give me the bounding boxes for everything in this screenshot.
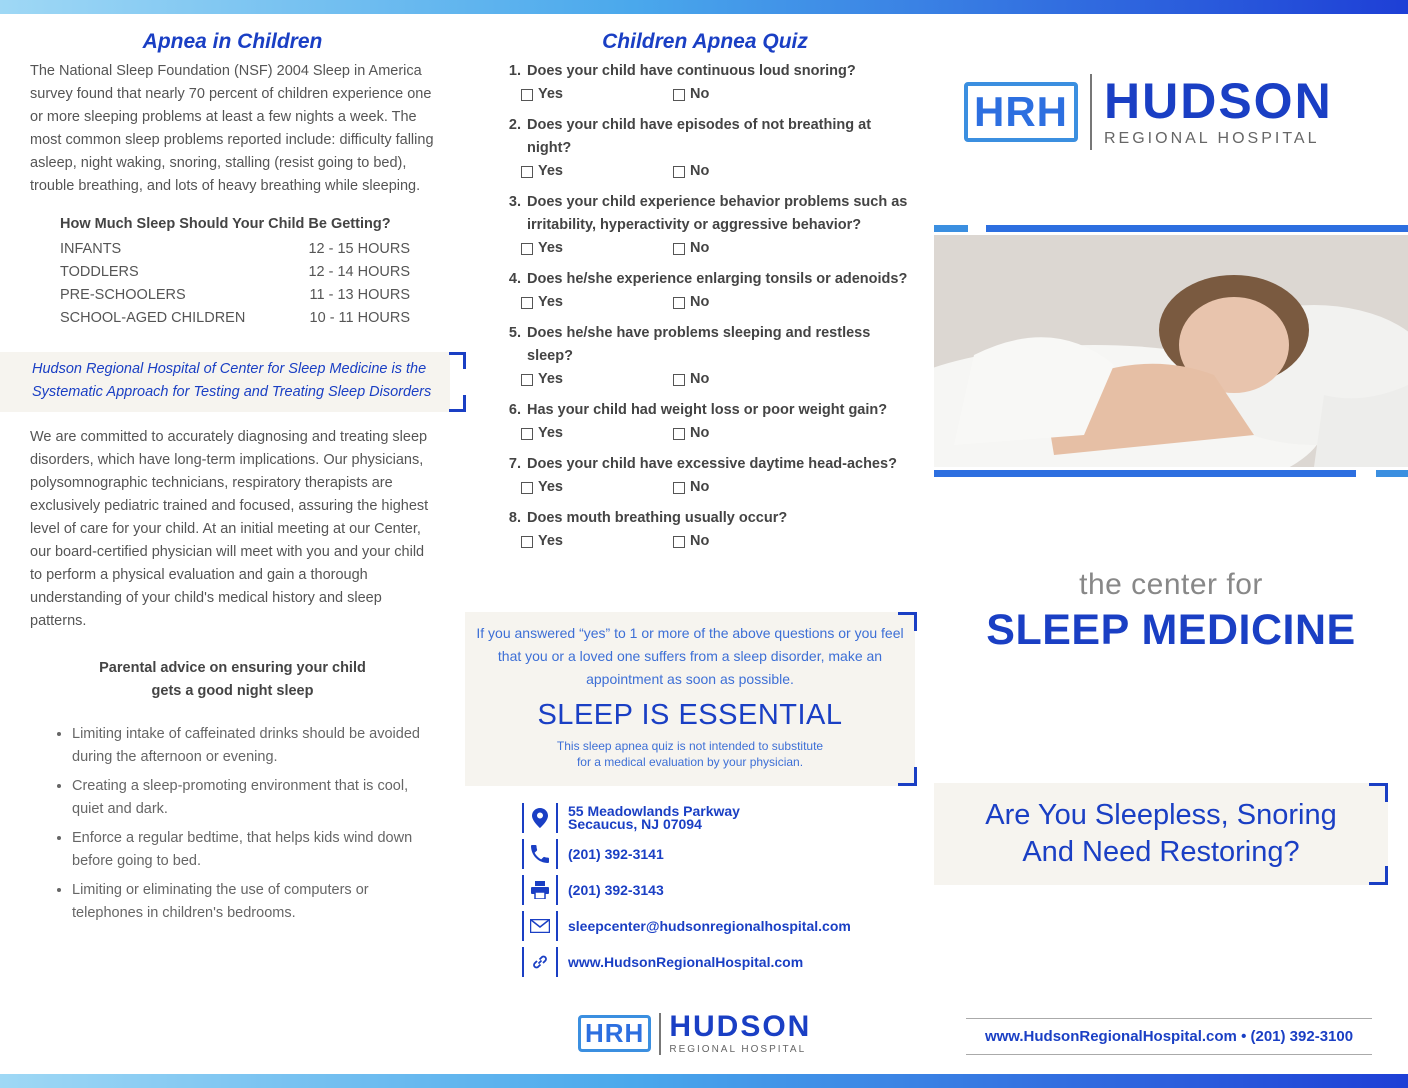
- bottom-gradient-bar: [0, 1074, 1408, 1088]
- age-group: TODDLERS: [60, 264, 139, 280]
- quiz-title: Children Apnea Quiz: [602, 30, 808, 53]
- question-label: Does your child experience behavior problems such as irritability, hyperactivity or aggressive behavior?: [527, 194, 908, 233]
- question-number: 4.: [508, 271, 521, 287]
- slogan-text: [934, 783, 1388, 871]
- yes-label: Yes: [538, 425, 563, 441]
- apnea-column: [30, 30, 435, 931]
- question-label: Does mouth breathing usually occur?: [527, 510, 788, 526]
- hours: 10 - 11 HOURS: [309, 310, 410, 326]
- quiz-list: [495, 60, 915, 553]
- sleep-essential-panel: [465, 612, 915, 786]
- website-row: [522, 944, 922, 980]
- question-label: Does he/she have problems sleeping and restless sleep?: [527, 325, 871, 364]
- yes-label: Yes: [538, 240, 563, 256]
- answer-options: [495, 368, 915, 391]
- question-text: [495, 507, 915, 530]
- essential-note: [465, 738, 915, 770]
- essential-question: If you answered “yes” to 1 or more of the above questions or you feel that you or a loved one suffers from a sleep disorder, make an appointment as soon as possible.: [476, 625, 904, 687]
- advice-list: [30, 723, 435, 925]
- essential-title: SLEEP IS ESSENTIAL: [537, 699, 843, 731]
- accent-bar: [1376, 470, 1408, 477]
- no-label: No: [690, 86, 710, 102]
- age-group: INFANTS: [60, 241, 122, 257]
- yes-label: Yes: [538, 479, 563, 495]
- yes-label: Yes: [538, 163, 563, 179]
- address-line: Secaucus, NJ 07094: [568, 816, 702, 832]
- question-text: [495, 268, 915, 291]
- email-link[interactable]: sleepcenter@hudsonregionalhospital.com: [568, 917, 851, 934]
- checkbox[interactable]: [521, 374, 533, 386]
- answer-options: [495, 237, 915, 260]
- fax-number: (201) 392-3143: [568, 881, 664, 898]
- no-option[interactable]: [673, 237, 825, 260]
- accent-bar: [986, 225, 1408, 232]
- no-label: No: [690, 479, 710, 495]
- sleep-medicine-title: SLEEP MEDICINE: [986, 606, 1356, 654]
- sleep-row: [60, 307, 410, 330]
- checkbox[interactable]: [521, 89, 533, 101]
- checkbox[interactable]: [673, 536, 685, 548]
- apnea-intro: The National Sleep Foundation (NSF) 2004 Sleep in America survey found that nearly 70 percent of children experience one or more sleeping problems at least a few nights a week. The most common sleep problems reported include: difficulty falling asleep, night waking, snoring, stalling (resist going to bed), trouble breathing, and lots of heavy breathing while sleeping.: [30, 63, 434, 194]
- no-label: No: [690, 425, 710, 441]
- logo-text: [669, 1012, 811, 1055]
- list-item: • Limiting intake of caffeinated drinks should be avoided during the afternoon or evening.: [72, 723, 435, 769]
- logo-divider: [1090, 74, 1092, 150]
- sleep-row: [60, 238, 410, 261]
- location-pin-icon: [522, 803, 558, 833]
- no-option[interactable]: [673, 422, 825, 445]
- center-for-text: the center for: [1079, 568, 1263, 601]
- checkbox[interactable]: [521, 428, 533, 440]
- checkbox[interactable]: [673, 482, 685, 494]
- contact-list: [522, 800, 922, 980]
- answer-options: [495, 83, 915, 106]
- cover-photo-frame: [934, 225, 1408, 477]
- question-number: 7.: [508, 456, 521, 472]
- question-number: 5.: [508, 325, 521, 341]
- list-item: • Limiting or eliminating the use of computers or telephones in children's bedrooms.: [72, 879, 435, 925]
- no-option[interactable]: [673, 476, 825, 499]
- question-label: Does your child have continuous loud snoring?: [527, 63, 856, 79]
- question-text: [495, 322, 915, 368]
- question-label: Does he/she experience enlarging tonsils or adenoids?: [527, 271, 908, 287]
- answer-options: [495, 476, 915, 499]
- hrh-mark: HRH: [964, 82, 1078, 142]
- logo-subtitle: REGIONAL HOSPITAL: [669, 1044, 807, 1055]
- yes-option[interactable]: [521, 83, 673, 106]
- address-row: [522, 800, 922, 836]
- no-label: No: [690, 163, 710, 179]
- yes-option[interactable]: [521, 291, 673, 314]
- question-label: Has your child had weight loss or poor weight gain?: [527, 402, 888, 418]
- sleep-row: [60, 261, 410, 284]
- yes-option[interactable]: [521, 422, 673, 445]
- checkbox[interactable]: [673, 374, 685, 386]
- question-text: [495, 114, 915, 160]
- footer-divider: [966, 1018, 1372, 1019]
- essential-note-line: for a medical evaluation by your physician.: [576, 755, 804, 769]
- question-number: 3.: [508, 194, 521, 210]
- advice-title-line: gets a good night sleep: [151, 683, 314, 699]
- fax-row: [522, 872, 922, 908]
- no-option[interactable]: [673, 83, 825, 106]
- yes-label: Yes: [538, 371, 563, 387]
- quiz-question: [495, 268, 915, 314]
- quiz-question: [495, 399, 915, 445]
- checkbox[interactable]: [673, 166, 685, 178]
- logo-name: HUDSON: [1104, 73, 1333, 129]
- age-group: PRE-SCHOOLERS: [60, 287, 186, 303]
- question-text: [495, 60, 915, 83]
- question-label: Does your child have episodes of not breathing at night?: [527, 117, 872, 156]
- quiz-column: [495, 30, 915, 561]
- checkbox[interactable]: [521, 243, 533, 255]
- hours: 11 - 13 HOURS: [309, 287, 410, 303]
- printer-icon: [522, 875, 558, 905]
- yes-label: Yes: [538, 533, 563, 549]
- callout-text: Hudson Regional Hospital of Center for Sleep Medicine is the Systematic Approach for Testing and Treating Sleep Disorders: [32, 361, 432, 400]
- no-label: No: [690, 371, 710, 387]
- sleep-hours-table: [60, 238, 410, 330]
- no-option[interactable]: [673, 291, 825, 314]
- advice-title: [30, 657, 435, 703]
- top-gradient-bar: [0, 0, 1408, 14]
- phone-row: [522, 836, 922, 872]
- logo-divider: [659, 1013, 661, 1055]
- quiz-question: [495, 507, 915, 553]
- age-group: SCHOOL-AGED CHILDREN: [60, 310, 246, 326]
- quiz-question: [495, 191, 915, 260]
- yes-option[interactable]: [521, 476, 673, 499]
- answer-options: [495, 160, 915, 183]
- yes-option[interactable]: [521, 368, 673, 391]
- question-number: 2.: [508, 117, 521, 133]
- no-label: No: [690, 294, 710, 310]
- checkbox[interactable]: [521, 297, 533, 309]
- question-label: Does your child have excessive daytime head-aches?: [527, 456, 897, 472]
- checkbox[interactable]: [521, 536, 533, 548]
- yes-option[interactable]: [521, 530, 673, 553]
- checkbox[interactable]: [673, 297, 685, 309]
- slogan-panel: [934, 783, 1388, 885]
- phone-number[interactable]: (201) 392-3141: [568, 845, 664, 862]
- hudson-logo: [964, 74, 1333, 150]
- checkbox[interactable]: [673, 428, 685, 440]
- no-option[interactable]: [673, 368, 825, 391]
- accent-bar: [934, 225, 968, 232]
- apnea-title: Apnea in Children: [142, 30, 323, 53]
- address-line: 55 Meadowlands Parkway: [568, 803, 740, 819]
- how-much-sleep-title: How Much Sleep Should Your Child Be Getting?: [60, 216, 391, 232]
- no-label: No: [690, 240, 710, 256]
- slogan-line: Are You Sleepless, Snoring: [985, 799, 1337, 831]
- phone-icon: [522, 839, 558, 869]
- accent-bar: [934, 470, 1356, 477]
- corner-bracket: [1369, 866, 1388, 885]
- answer-options: [495, 530, 915, 553]
- question-text: [495, 453, 915, 476]
- yes-label: Yes: [538, 86, 563, 102]
- slogan-line: And Need Restoring?: [1022, 836, 1300, 868]
- question-text: [495, 399, 915, 422]
- yes-label: Yes: [538, 294, 563, 310]
- question-number: 1.: [508, 63, 521, 79]
- corner-bracket: [898, 767, 917, 786]
- yes-option[interactable]: [521, 237, 673, 260]
- question-text: [495, 191, 915, 237]
- hours: 12 - 15 HOURS: [308, 241, 410, 257]
- answer-options: [495, 291, 915, 314]
- question-number: 8.: [508, 510, 521, 526]
- list-item: • Creating a sleep-promoting environment that is cool, quiet and dark.: [72, 775, 435, 821]
- yes-option[interactable]: [521, 160, 673, 183]
- question-number: 6.: [508, 402, 521, 418]
- hours: 12 - 14 HOURS: [308, 264, 410, 280]
- corner-bracket: [898, 612, 917, 631]
- checkbox[interactable]: [673, 243, 685, 255]
- sleep-row: [60, 284, 410, 307]
- no-option[interactable]: [673, 160, 825, 183]
- footer-contact[interactable]: www.HudsonRegionalHospital.com • (201) 392-3100: [984, 1028, 1354, 1045]
- sleeping-woman-photo: [934, 235, 1408, 467]
- email-row: [522, 908, 922, 944]
- corner-bracket: [449, 352, 466, 369]
- quiz-question: [495, 114, 915, 183]
- logo-name: HUDSON: [669, 1010, 812, 1043]
- link-icon: [522, 947, 558, 977]
- essential-note-line: This sleep apnea quiz is not intended to substitute: [556, 739, 824, 753]
- quiz-question: [495, 60, 915, 106]
- corner-bracket: [449, 395, 466, 412]
- website-link[interactable]: www.HudsonRegionalHospital.com: [568, 953, 804, 970]
- committed-text: We are committed to accurately diagnosing and treating sleep disorders, which have long-term implications. Our physicians, polysomnographic technicians, respiratory therapists are exclusively pediatric trained and focused, assuring the highest level of care for your child. At an initial meeting at our Center, our board-certified physician will meet with you and your child to perform a physical evaluation and gain a thorough understanding of your child's medical history and sleep patterns.: [30, 429, 429, 629]
- checkbox[interactable]: [673, 89, 685, 101]
- hrh-mark: HRH: [578, 1015, 651, 1052]
- quiz-question: [495, 453, 915, 499]
- logo-text: [1104, 73, 1333, 148]
- no-option[interactable]: [673, 530, 825, 553]
- hospital-callout: [0, 352, 450, 412]
- footer-divider: [966, 1054, 1372, 1055]
- hudson-logo-small: [578, 1012, 811, 1055]
- checkbox[interactable]: [521, 482, 533, 494]
- list-item: • Enforce a regular bedtime, that helps kids wind down before going to bed.: [72, 827, 435, 873]
- address: [568, 805, 740, 831]
- quiz-question: [495, 322, 915, 391]
- corner-bracket: [1369, 783, 1388, 802]
- envelope-icon: [522, 911, 558, 941]
- checkbox[interactable]: [521, 166, 533, 178]
- logo-subtitle: REGIONAL HOSPITAL: [1104, 130, 1320, 147]
- advice-title-line: Parental advice on ensuring your child: [99, 660, 366, 676]
- no-label: No: [690, 533, 710, 549]
- answer-options: [495, 422, 915, 445]
